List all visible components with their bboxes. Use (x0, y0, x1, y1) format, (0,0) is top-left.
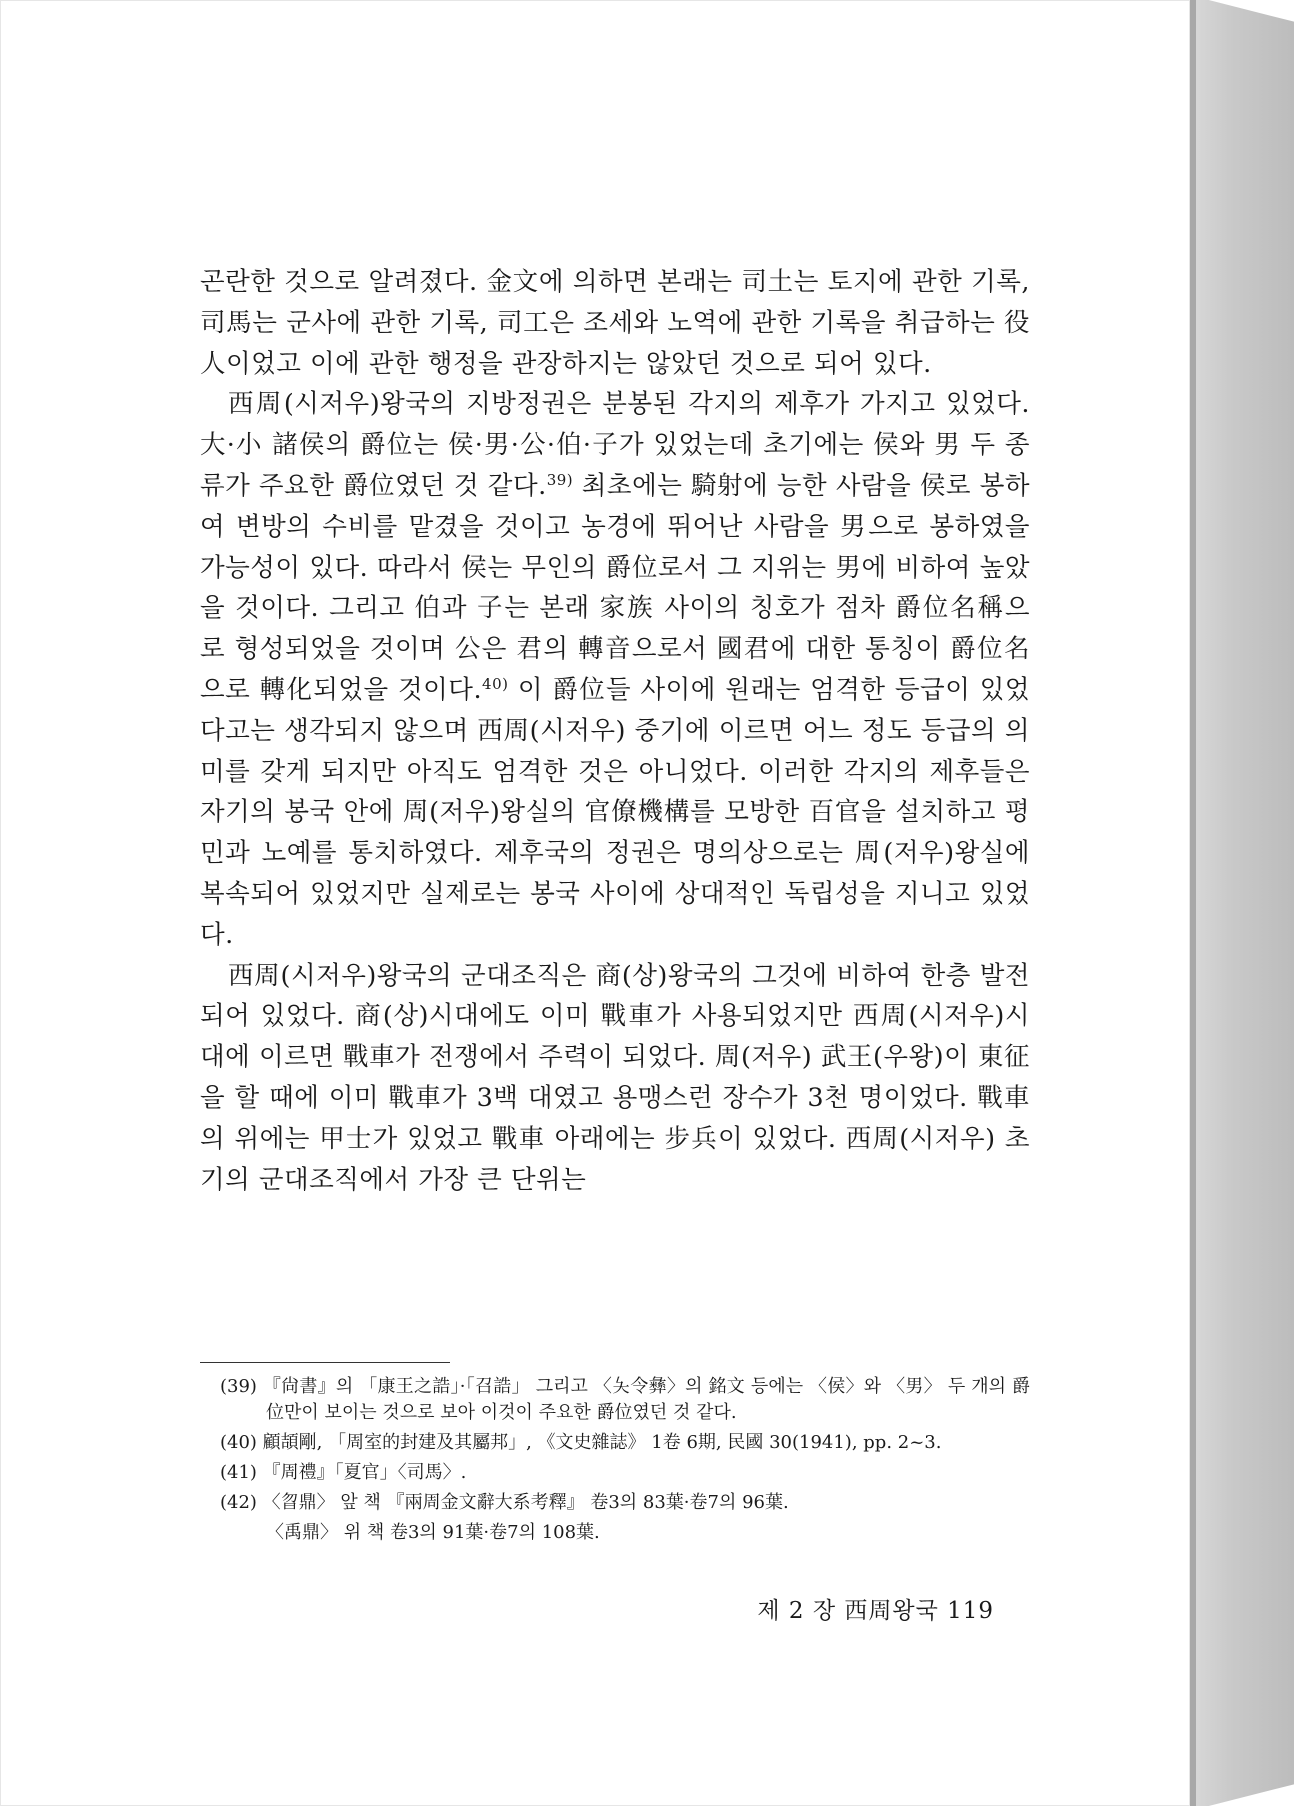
book-side-edge (1190, 0, 1294, 1806)
footnote-divider (200, 1362, 450, 1363)
footnotes (220, 1374, 1030, 1550)
body-text (200, 262, 1030, 1200)
paragraph-2-part-3: 이 爵位들 사이에 원래는 엄격한 등급이 있었다고는 생각되지 않으며 西周(시저우) 중기에 이르면 어느 정도 등급의 의미를 갖게 되지만 아직도 엄격한 것은 아니었다. 이러한 각지의 제후들은 자기의 봉국 안에 周(저우)왕실의 官僚機構를 모방한 百官을 설치하고 평민과 노예를 통치하였다. 제후국의 정권은 명의상으로는 周(저우)왕실에 복속되어 있었지만 실제로는 봉국 사이에 상대적인 독립성을 지니고 있었다. (200, 674, 1030, 950)
footnote-ref-39: 39) (546, 470, 574, 489)
paragraph-2 (200, 384, 1030, 955)
footnote-39: (39) 『尙書』의 「康王之誥」·「召誥」 그리고 〈夨令彝〉의 銘文 등에는 〈侯〉와 〈男〉 두 개의 爵位만이 보이는 것으로 보아 이것이 주요한 爵位였던 것 같다. (220, 1376, 1030, 1423)
footnote-42-continuation: 〈禹鼎〉 위 책 卷3의 91葉·卷7의 108葉. (266, 1522, 600, 1543)
paragraph-1: 곤란한 것으로 알려졌다. 金文에 의하면 본래는 司土는 토지에 관한 기록, 司馬는 군사에 관한 기록, 司工은 조세와 노역에 관한 기록을 취급하는 役人이었고 이에 관한 행정을 관장하지는 않았던 것으로 되어 있다. (200, 267, 1030, 379)
paragraph-3: 西周(시저우)왕국의 군대조직은 商(상)왕국의 그것에 비하여 한층 발전되어 있었다. 商(상)시대에도 이미 戰車가 사용되었지만 西周(시저우)시대에 이르면 戰車가 전쟁에서 주력이 되었다. 周(저우) 武王(우왕)이 東征을 할 때에 이미 戰車가 3백 대였고 용맹스런 장수가 3천 명이었다. 戰車의 위에는 甲士가 있었고 戰車 아래에는 步兵이 있었다. 西周(시저우) 초기의 군대조직에서 가장 큰 단위는 (200, 960, 1030, 1195)
footnote-41: (41) 『周禮』「夏官」〈司馬〉. (220, 1462, 467, 1483)
footnote-ref-40: 40) (482, 674, 509, 693)
footnote-40: (40) 顧頡剛, 「周室的封建及其屬邦」, 《文史雜誌》 1卷 6期, 民國 30(1941), pp. 2~3. (220, 1432, 942, 1453)
paragraph-2-part-1: 西周(시저우)왕국의 지방정권은 분봉된 각지의 제후가 가지고 있었다. 大·小 諸侯의 爵位는 侯·男·公·伯·子가 있었는데 초기에는 侯와 男 두 종류가 주요한 爵位였던 것 같다. (200, 389, 1030, 501)
paragraph-2-part-2: 최초에는 騎射에 능한 사람을 侯로 봉하여 변방의 수비를 맡겼을 것이고 농경에 뛰어난 사람을 男으로 봉하였을 가능성이 있다. 따라서 侯는 무인의 爵位로서 그 지위는 男에 비하여 높았을 것이다. 그리고 伯과 子는 본래 家族 사이의 칭호가 점차 爵位名稱으로 형성되었을 것이며 公은 君의 轉音으로서 國君에 대한 통칭이 爵位名으로 轉化되었을 것이다. (200, 470, 1030, 705)
footnote-42: (42) 〈曶鼎〉 앞 책 『兩周金文辭大系考釋』 卷3의 83葉·卷7의 96葉. (220, 1492, 789, 1513)
running-footer: 제 2 장 西周왕국 119 (757, 1598, 994, 1624)
